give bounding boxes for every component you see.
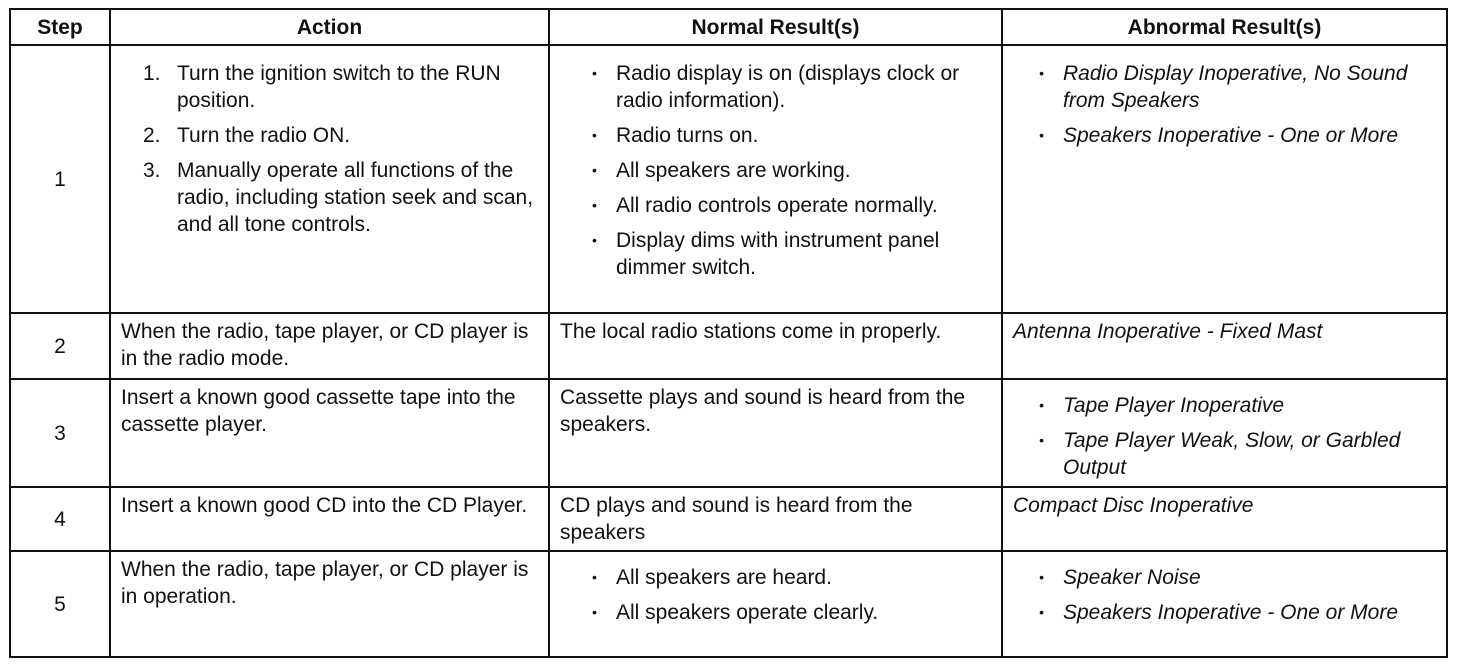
action-cell: When the radio, tape player, or CD player is in operation. (110, 551, 549, 657)
normal-results-list (560, 60, 991, 281)
header-row (10, 9, 1447, 45)
bullet-icon: • (592, 569, 597, 585)
list-item: 3. Manually operate all functions of the radio, including station seek and scan, and all tone controls. (143, 159, 534, 236)
header-step: Step (10, 9, 110, 45)
action-cell: When the radio, tape player, or CD player is in the radio mode. (110, 313, 549, 379)
list-item: • All radio controls operate normally. (592, 194, 938, 217)
abnormal-result-cell: Compact Disc Inoperative (1002, 487, 1447, 551)
action-cell: Insert a known good cassette tape into the cassette player. (110, 379, 549, 487)
list-item: 2. Turn the radio ON. (143, 124, 351, 147)
table-row (10, 379, 1447, 487)
list-item: • Radio Display Inoperative, No Sound from Speakers (1039, 62, 1408, 112)
list-item: • Tape Player Inoperative (1039, 394, 1285, 417)
bullet-icon: • (1039, 432, 1044, 448)
table-row (10, 45, 1447, 313)
abnormal-result-cell (1002, 551, 1447, 657)
header-action: Action (110, 9, 549, 45)
bullet-icon: • (1039, 127, 1044, 143)
normal-result-cell (549, 551, 1002, 657)
table-row (10, 313, 1447, 379)
action-cell (110, 45, 549, 313)
list-item: • All speakers are working. (592, 159, 851, 182)
list-item: • Display dims with instrument panel dimmer switch. (592, 229, 940, 279)
table-row (10, 551, 1447, 657)
abnormal-result-cell: Antenna Inoperative - Fixed Mast (1002, 313, 1447, 379)
list-item: 1. Turn the ignition switch to the RUN position. (143, 62, 501, 112)
abnormal-result-cell (1002, 45, 1447, 313)
normal-result-cell: CD plays and sound is heard from the speakers (549, 487, 1002, 551)
bullet-icon: • (1039, 397, 1044, 413)
bullet-icon: • (592, 232, 597, 248)
normal-result-cell: Cassette plays and sound is heard from the speakers. (549, 379, 1002, 487)
step-number: 1 (10, 45, 110, 313)
header-abnormal-results: Abnormal Result(s) (1002, 9, 1447, 45)
list-item: • All speakers operate clearly. (592, 601, 879, 624)
list-item: • Speaker Noise (1039, 566, 1201, 589)
abnormal-results-list (1013, 392, 1436, 481)
abnormal-results-list (1013, 60, 1436, 149)
step-number: 5 (10, 551, 110, 657)
table-row (10, 487, 1447, 551)
bullet-icon: • (592, 162, 597, 178)
bullet-icon: • (592, 127, 597, 143)
normal-result-cell (549, 45, 1002, 313)
abnormal-result-cell (1002, 379, 1447, 487)
bullet-icon: • (1039, 604, 1044, 620)
abnormal-results-list (1013, 564, 1436, 626)
bullet-icon: • (592, 604, 597, 620)
list-item: • Speakers Inoperative - One or More (1039, 124, 1398, 147)
normal-result-cell: The local radio stations come in properly. (549, 313, 1002, 379)
list-item: • All speakers are heard. (592, 566, 832, 589)
bullet-icon: • (592, 197, 597, 213)
step-number: 3 (10, 379, 110, 487)
action-steps-list (121, 60, 538, 238)
header-normal-results: Normal Result(s) (549, 9, 1002, 45)
normal-results-list (560, 564, 991, 626)
list-item: • Radio display is on (displays clock or radio information). (592, 62, 960, 112)
list-item: • Radio turns on. (592, 124, 759, 147)
bullet-icon: • (592, 65, 597, 81)
bullet-icon: • (1039, 569, 1044, 585)
step-number: 2 (10, 313, 110, 379)
action-cell: Insert a known good CD into the CD Player. (110, 487, 549, 551)
bullet-icon: • (1039, 65, 1044, 81)
diagnostic-table-container (9, 8, 1446, 658)
list-item: • Speakers Inoperative - One or More (1039, 601, 1398, 624)
diagnostic-table (9, 8, 1448, 658)
step-number: 4 (10, 487, 110, 551)
list-item: • Tape Player Weak, Slow, or Garbled Output (1039, 429, 1401, 479)
